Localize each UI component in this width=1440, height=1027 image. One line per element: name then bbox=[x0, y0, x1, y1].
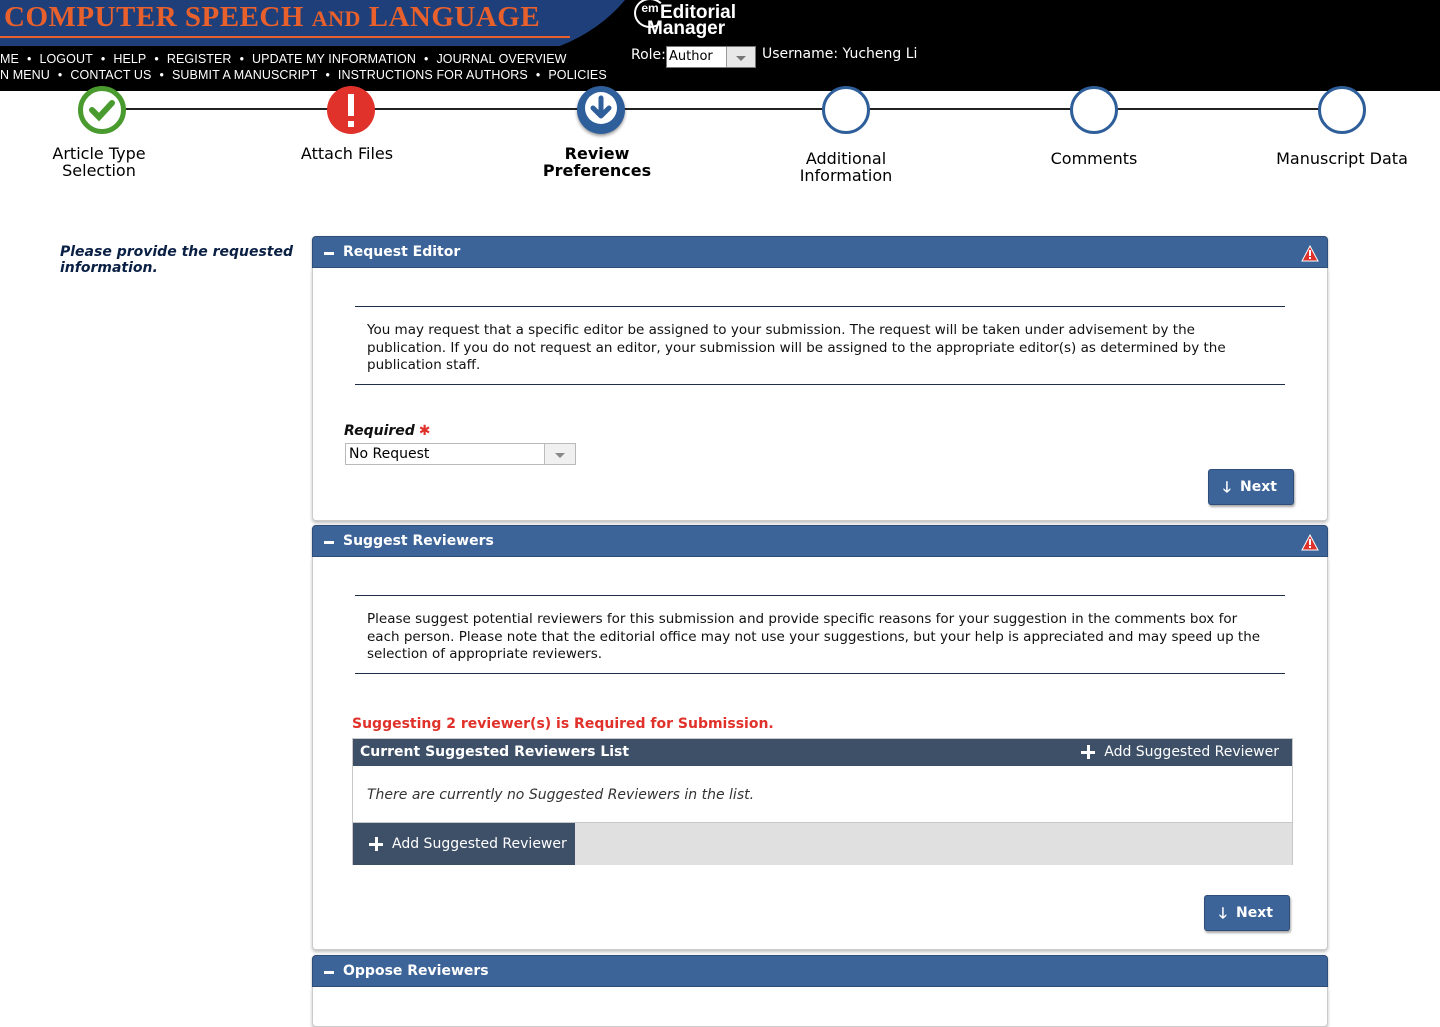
empty-list-message: There are currently no Suggested Reviewers in the list. bbox=[367, 787, 755, 803]
request-editor-info: You may request that a specific editor be assigned to your submission. The request will be taken under advisement by the publication. If you do not request an editor, your submission will be assigned to the appropriate editor(s) as determined by the publication staff. bbox=[355, 306, 1285, 385]
nav-link-main-menu[interactable]: ME bbox=[0, 52, 19, 66]
chevron-down-icon[interactable] bbox=[544, 444, 575, 464]
plus-icon bbox=[369, 837, 383, 851]
role-select-value: Author bbox=[669, 49, 713, 64]
collapse-icon[interactable] bbox=[324, 541, 334, 544]
add-suggested-reviewer-link[interactable]: Add Suggested Reviewer bbox=[1104, 744, 1279, 760]
step-label-manuscript-data[interactable]: Manuscript Data bbox=[1276, 149, 1408, 168]
step-label-article-type[interactable]: Article Type Selection bbox=[52, 144, 146, 180]
nav-link-journal-overview[interactable]: JOURNAL OVERVIEW bbox=[436, 52, 567, 66]
nav-link-submit-manuscript[interactable]: SUBMIT A MANUSCRIPT bbox=[171, 68, 318, 82]
role-select[interactable] bbox=[666, 46, 756, 68]
suggest-reviewers-body bbox=[312, 557, 1328, 950]
progress-track bbox=[102, 108, 1342, 110]
nav-link-main-menu-2[interactable]: N MENU bbox=[0, 68, 50, 82]
em-logo-word1: Editorial bbox=[660, 2, 737, 23]
next-button[interactable]: 🡓 Next bbox=[1208, 469, 1294, 505]
nav-link-help[interactable]: HELP bbox=[113, 52, 147, 66]
step-pending-icon[interactable] bbox=[1070, 86, 1118, 134]
add-suggested-reviewer-button[interactable]: Add Suggested Reviewer bbox=[353, 823, 575, 865]
suggested-reviewers-table-header bbox=[353, 739, 1292, 766]
username-label: Username: Yucheng Li bbox=[762, 46, 918, 62]
step-pending-icon[interactable] bbox=[822, 86, 870, 134]
nav-row-primary: ME • LOGOUT • HELP • REGISTER • UPDATE MY INFORMATION • JOURNAL OVERVIEW bbox=[0, 52, 567, 66]
nav-link-contact-us[interactable]: CONTACT US bbox=[70, 68, 152, 82]
nav-link-instructions[interactable]: INSTRUCTIONS FOR AUTHORS bbox=[337, 68, 528, 82]
nav-link-update-info[interactable]: UPDATE MY INFORMATION bbox=[252, 52, 416, 66]
role-label: Role: bbox=[631, 47, 666, 63]
step-pending-icon[interactable] bbox=[1318, 86, 1366, 134]
suggested-reviewers-table bbox=[352, 738, 1293, 865]
journal-title[interactable]: COMPUTER SPEECH AND LANGUAGE bbox=[4, 1, 541, 33]
top-bar bbox=[0, 0, 1440, 91]
editor-request-select-value: No Request bbox=[349, 446, 430, 462]
step-label-additional-info[interactable]: Additional Information bbox=[799, 149, 893, 185]
oppose-reviewers-body bbox=[312, 987, 1328, 1027]
arrow-down-icon: 🡓 bbox=[1223, 478, 1231, 496]
plus-icon bbox=[1081, 745, 1095, 759]
collapse-icon[interactable] bbox=[324, 252, 334, 255]
reviewers-required-message: Suggesting 2 reviewer(s) is Required for Submission. bbox=[352, 716, 774, 732]
chevron-down-icon[interactable] bbox=[726, 47, 755, 67]
step-label-attach-files[interactable]: Attach Files bbox=[300, 144, 394, 163]
editor-request-select[interactable] bbox=[345, 443, 576, 465]
warning-icon bbox=[1301, 534, 1319, 551]
arrow-down-icon: 🡓 bbox=[1219, 904, 1227, 922]
step-complete-icon[interactable] bbox=[78, 86, 126, 134]
warning-icon bbox=[1301, 245, 1319, 262]
next-button[interactable]: 🡓 Next bbox=[1204, 895, 1290, 931]
step-label-review-preferences[interactable]: Review Preferences bbox=[542, 144, 652, 180]
request-editor-header[interactable] bbox=[312, 236, 1328, 268]
nav-link-register[interactable]: REGISTER bbox=[166, 52, 232, 66]
step-label-comments[interactable]: Comments bbox=[1050, 149, 1138, 168]
table-footer bbox=[353, 822, 1292, 865]
nav-link-logout[interactable]: LOGOUT bbox=[39, 52, 93, 66]
nav-row-secondary: N MENU • CONTACT US • SUBMIT A MANUSCRIPT • INSTRUCTIONS FOR AUTHORS • POLICIES bbox=[0, 68, 607, 82]
step-current-icon[interactable] bbox=[577, 86, 625, 134]
panel-title: Request Editor bbox=[343, 244, 461, 260]
nav-link-policies[interactable]: POLICIES bbox=[548, 68, 607, 82]
collapse-icon[interactable] bbox=[324, 971, 334, 974]
suggest-reviewers-info: Please suggest potential reviewers for this submission and provide specific reasons for your suggestion in the comments box for each person. Please note that the editorial office may not use your suggestions, but your help is appreciated and may speed up the selection of appropriate reviewers. bbox=[355, 595, 1285, 674]
em-logo-word2: Manager bbox=[647, 18, 726, 39]
step-error-icon[interactable] bbox=[327, 86, 375, 134]
journal-title-underline bbox=[0, 36, 570, 38]
oppose-reviewers-header[interactable] bbox=[312, 955, 1328, 987]
suggest-reviewers-header[interactable] bbox=[312, 525, 1328, 557]
required-label: Required ✱ bbox=[344, 423, 431, 439]
required-asterisk-icon: ✱ bbox=[418, 423, 431, 439]
em-logo-icon: em bbox=[634, 0, 666, 28]
panel-title: Suggest Reviewers bbox=[343, 533, 494, 549]
table-title: Current Suggested Reviewers List bbox=[360, 744, 630, 760]
instruction-note: Please provide the requested information. bbox=[60, 244, 294, 276]
panel-title: Oppose Reviewers bbox=[343, 963, 489, 979]
request-editor-body bbox=[312, 268, 1328, 521]
